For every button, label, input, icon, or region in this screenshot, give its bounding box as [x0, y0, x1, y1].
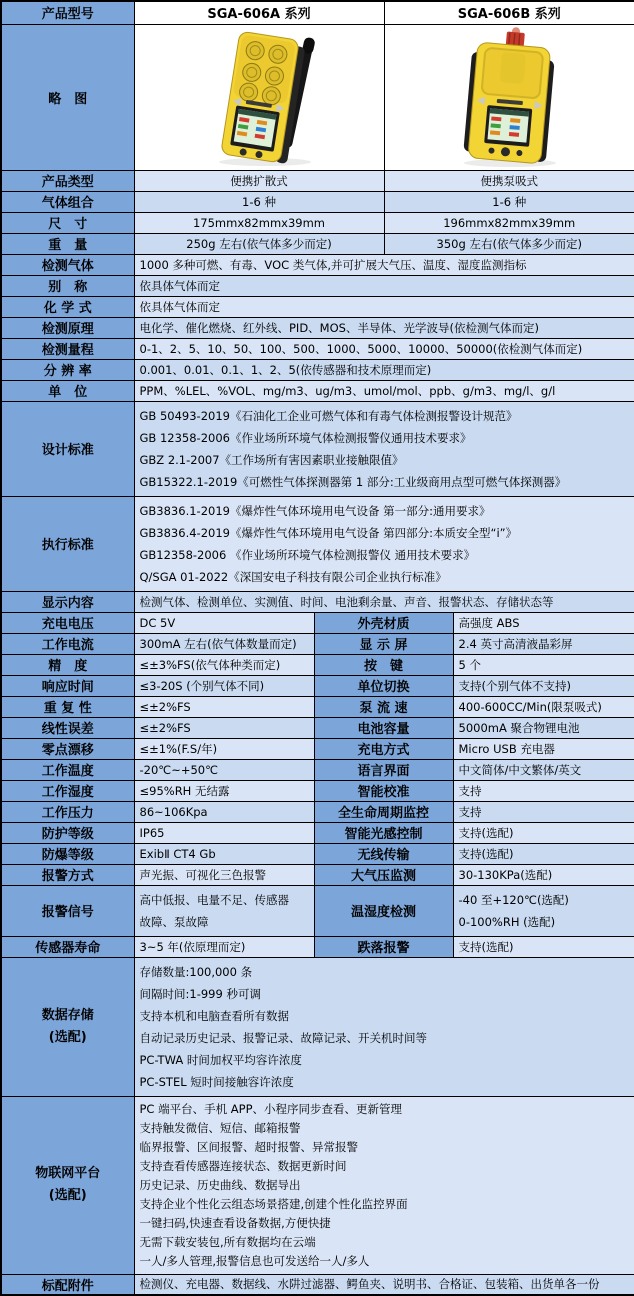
cell-line: 高中低报、电量不足、传感器: [140, 889, 309, 911]
row-value-2: 中文简体/中文繁体/英文: [453, 759, 634, 780]
row-label: 设计标准: [1, 401, 134, 496]
spec-row: [1, 633, 634, 654]
row-label-2: 智能光感控制: [314, 822, 453, 843]
row-value-2: 400-600CC/Min(限泵吸式): [453, 696, 634, 717]
row-label: 执行标准: [1, 496, 134, 591]
row-value: [134, 1096, 634, 1274]
row-value-series-b: 1-6 种: [384, 191, 634, 212]
row-value-2: 支持(选配): [453, 936, 634, 957]
row-value-2: 支持(个别气体不支持): [453, 675, 634, 696]
row-value-1: 3~5 年(依原理而定): [134, 936, 314, 957]
row-label: 标配附件: [1, 1274, 134, 1295]
row-label: 报警信号: [1, 885, 134, 936]
row-label: 防护等级: [1, 822, 134, 843]
cell-line: 支持查看传感器连接状态、数据更新时间: [140, 1157, 630, 1176]
row-label: 别 称: [1, 275, 134, 296]
spec-row: [1, 296, 634, 317]
row-value-1: ≤±1%(F.S/年): [134, 738, 314, 759]
spec-row: [1, 675, 634, 696]
cell-line: PC-TWA 时间加权平均容许浓度: [140, 1049, 630, 1071]
cell-line: -40 至+120℃(选配): [459, 889, 630, 911]
row-value: 0.001、0.01、0.1、1、2、5(依传感器和技术原理而定): [134, 359, 634, 380]
cell-line: 物联网平台: [7, 1163, 129, 1185]
row-value-1: ≤±2%FS: [134, 717, 314, 738]
row-label-2: 单位切换: [314, 675, 453, 696]
cell-line: 一键扫码,快速查看设备数据,方便快捷: [140, 1214, 630, 1233]
row-label: 工作电流: [1, 633, 134, 654]
row-value-2: [453, 885, 634, 936]
row-value-1: 300mA 左右(依气体数量而定): [134, 633, 314, 654]
row-label: 工作压力: [1, 801, 134, 822]
row-label-2: 泵 流 速: [314, 696, 453, 717]
spec-row: [1, 275, 634, 296]
row-label: [1, 1096, 134, 1274]
row-value-1: 86~106Kpa: [134, 801, 314, 822]
product-image-cell-a: [134, 24, 384, 170]
spec-row: [1, 654, 634, 675]
row-value-1: -20℃~+50℃: [134, 759, 314, 780]
spec-row: [1, 864, 634, 885]
spec-row: [1, 359, 634, 380]
spec-row: [1, 843, 634, 864]
row-value-1: ≤±2%FS: [134, 696, 314, 717]
cell-line: 0-100%RH (选配): [459, 911, 630, 933]
row-value-1: 声光振、可视化三色报警: [134, 864, 314, 885]
cell-line: Q/SGA 01-2022《深国安电子科技有限公司企业执行标准》: [140, 566, 630, 588]
row-value-series-a: 便携扩散式: [134, 170, 384, 191]
row-label-2: 全生命周期监控: [314, 801, 453, 822]
cell-line: 临界报警、区间报警、超时报警、异常报警: [140, 1138, 630, 1157]
spec-row: [1, 612, 634, 633]
row-value: [134, 957, 634, 1096]
spec-row: [1, 591, 634, 612]
cell-line: 历史记录、历史曲线、数据导出: [140, 1176, 630, 1195]
row-label: 传感器寿命: [1, 936, 134, 957]
cell-line: 存储数量:100,000 条: [140, 961, 630, 983]
spec-rows-body: [1, 170, 634, 1295]
row-value-2: 5 个: [453, 654, 634, 675]
cell-line: 支持本机和电脑查看所有数据: [140, 1005, 630, 1027]
cell-line: GB12358-2006 《作业场所环境气体检测报警仪 通用技术要求》: [140, 544, 630, 566]
row-label: 防爆等级: [1, 843, 134, 864]
row-value: 依具体气体而定: [134, 296, 634, 317]
row-value-2: 30-130KPa(选配): [453, 864, 634, 885]
row-label: 分 辨 率: [1, 359, 134, 380]
row-label: 精 度: [1, 654, 134, 675]
cell-line: 自动记录历史记录、报警记录、故障记录、开关机时间等: [140, 1027, 630, 1049]
cell-line: 无需下载安装包,所有数据均在云端: [140, 1233, 630, 1252]
spec-row: [1, 759, 634, 780]
row-value-1: ≤3-20S (个别气体不同): [134, 675, 314, 696]
spec-row: [1, 696, 634, 717]
row-value: 依具体气体而定: [134, 275, 634, 296]
cell-line: GB3836.4-2019《爆炸性气体环境用电气设备 第四部分:本质安全型“i”》: [140, 522, 630, 544]
cell-line: GB 12358-2006《作业场所环境气体检测报警仪通用技术要求》: [140, 427, 630, 449]
row-value-1: [134, 885, 314, 936]
cell-line: 支持触发微信、短信、邮箱报警: [140, 1119, 630, 1138]
row-label: 工作湿度: [1, 780, 134, 801]
cell-line: GBZ 2.1-2007《工作场所有害因素职业接触限值》: [140, 449, 630, 471]
row-label-2: 无线传输: [314, 843, 453, 864]
spec-row: [1, 401, 634, 496]
spec-row: [1, 254, 634, 275]
row-label-2: 温湿度检测: [314, 885, 453, 936]
row-label: 单 位: [1, 380, 134, 401]
row-value-2: 支持: [453, 801, 634, 822]
row-label-2: 外壳材质: [314, 612, 453, 633]
cell-line: (选配): [7, 1027, 129, 1049]
row-value: PPM、%LEL、%VOL、mg/m3、ug/m3、umol/mol、ppb、g/m3、mg/l、g/l: [134, 380, 634, 401]
row-label: 重 复 性: [1, 696, 134, 717]
spec-row: [1, 1274, 634, 1295]
row-value: [134, 496, 634, 591]
spec-row: [1, 212, 634, 233]
row-label: 检测原理: [1, 317, 134, 338]
cell-line: 一人/多人管理,报警信息也可发送给一人/多人: [140, 1252, 630, 1271]
sketch-row: [1, 24, 634, 170]
row-value-2: 高强度 ABS: [453, 612, 634, 633]
spec-row: [1, 338, 634, 359]
row-value-1: ExibⅡ CT4 Gb: [134, 843, 314, 864]
row-value-series-a: 175mmx82mmx39mm: [134, 212, 384, 233]
row-value-1: DC 5V: [134, 612, 314, 633]
row-value: 检测仪、充电器、数据线、水阱过滤器、鳄鱼夹、说明书、合格证、包装箱、出货单各一份: [134, 1274, 634, 1295]
row-value: 0-1、2、5、10、50、100、500、1000、5000、10000、50000(依检测气体而定): [134, 338, 634, 359]
sga606b-product-image: [385, 25, 634, 169]
spec-row: [1, 1096, 634, 1274]
row-value-2: Micro USB 充电器: [453, 738, 634, 759]
sketch-label: 略 图: [1, 24, 134, 170]
row-value-series-b: 350g 左右(依气体多少而定): [384, 233, 634, 254]
header-series-b: SGA-606B 系列: [384, 1, 634, 24]
cell-line: (选配): [7, 1185, 129, 1207]
row-label: 响应时间: [1, 675, 134, 696]
spec-row: [1, 885, 634, 936]
row-value-series-b: 便携泵吸式: [384, 170, 634, 191]
row-value: [134, 401, 634, 496]
cell-line: 支持企业个性化云组态场景搭建,创建个性化监控界面: [140, 1195, 630, 1214]
row-label: 充电电压: [1, 612, 134, 633]
row-label-2: 跌落报警: [314, 936, 453, 957]
row-value-2: 2.4 英寸高清液晶彩屏: [453, 633, 634, 654]
spec-row: [1, 233, 634, 254]
spec-row: [1, 780, 634, 801]
row-value-series-a: 1-6 种: [134, 191, 384, 212]
row-value-series-a: 250g 左右(依气体多少而定): [134, 233, 384, 254]
row-label: 气体组合: [1, 191, 134, 212]
row-label-2: 电池容量: [314, 717, 453, 738]
row-label-2: 显 示 屏: [314, 633, 453, 654]
row-value: 电化学、催化燃烧、红外线、PID、MOS、半导体、光学波导(依检测气体而定): [134, 317, 634, 338]
spec-row: [1, 822, 634, 843]
spec-row: [1, 317, 634, 338]
cell-line: GB15322.1-2019《可燃性气体探测器第 1 部分:工业级商用点型可燃气体探测器》: [140, 471, 630, 493]
row-label: 显示内容: [1, 591, 134, 612]
spec-row: [1, 191, 634, 212]
spec-row: [1, 801, 634, 822]
row-value-1: ≤±3%FS(依气体种类而定): [134, 654, 314, 675]
row-value-2: 支持(选配): [453, 843, 634, 864]
row-label-2: 语言界面: [314, 759, 453, 780]
row-value-series-b: 196mmx82mmx39mm: [384, 212, 634, 233]
row-label-2: 智能校准: [314, 780, 453, 801]
spec-row: [1, 936, 634, 957]
row-value-2: 支持: [453, 780, 634, 801]
row-value-1: IP65: [134, 822, 314, 843]
cell-line: 数据存储: [7, 1005, 129, 1027]
row-label: 工作温度: [1, 759, 134, 780]
row-label-2: 大气压监测: [314, 864, 453, 885]
row-label: 化 学 式: [1, 296, 134, 317]
row-label: 检测气体: [1, 254, 134, 275]
spec-row: [1, 738, 634, 759]
row-label: 产品类型: [1, 170, 134, 191]
header-model-label: 产品型号: [1, 1, 134, 24]
row-label: [1, 957, 134, 1096]
header-row: [1, 1, 634, 24]
row-label: 尺 寸: [1, 212, 134, 233]
row-label-2: 充电方式: [314, 738, 453, 759]
cell-line: PC-STEL 短时间接触容许浓度: [140, 1071, 630, 1093]
cell-line: GB 50493-2019《石油化工企业可燃气体和有毒气体检测报警设计规范》: [140, 405, 630, 427]
row-value-2: 5000mA 聚合物锂电池: [453, 717, 634, 738]
cell-line: PC 端平台、手机 APP、小程序同步查看、更新管理: [140, 1100, 630, 1119]
row-label: 检测量程: [1, 338, 134, 359]
row-label: 零点漂移: [1, 738, 134, 759]
spec-row: [1, 957, 634, 1096]
cell-line: 故障、泵故障: [140, 911, 309, 933]
spec-row: [1, 170, 634, 191]
row-label-2: 按 键: [314, 654, 453, 675]
spec-row: [1, 380, 634, 401]
row-label: 重 量: [1, 233, 134, 254]
row-value: 1000 多种可燃、有毒、VOC 类气体,并可扩展大气压、温度、湿度监测指标: [134, 254, 634, 275]
spec-row: [1, 496, 634, 591]
row-label: 线性误差: [1, 717, 134, 738]
sga606a-product-image: [135, 25, 385, 169]
row-value-1: ≤95%RH 无结露: [134, 780, 314, 801]
cell-line: GB3836.1-2019《爆炸性气体环境用电气设备 第一部分:通用要求》: [140, 500, 630, 522]
row-value: 检测气体、检测单位、实测值、时间、电池剩余量、声音、报警状态、存储状态等: [134, 591, 634, 612]
row-value-2: 支持(选配): [453, 822, 634, 843]
header-series-a: SGA-606A 系列: [134, 1, 384, 24]
spec-row: [1, 717, 634, 738]
product-image-cell-b: [384, 24, 634, 170]
row-label: 报警方式: [1, 864, 134, 885]
cell-line: 间隔时间:1-999 秒可调: [140, 983, 630, 1005]
